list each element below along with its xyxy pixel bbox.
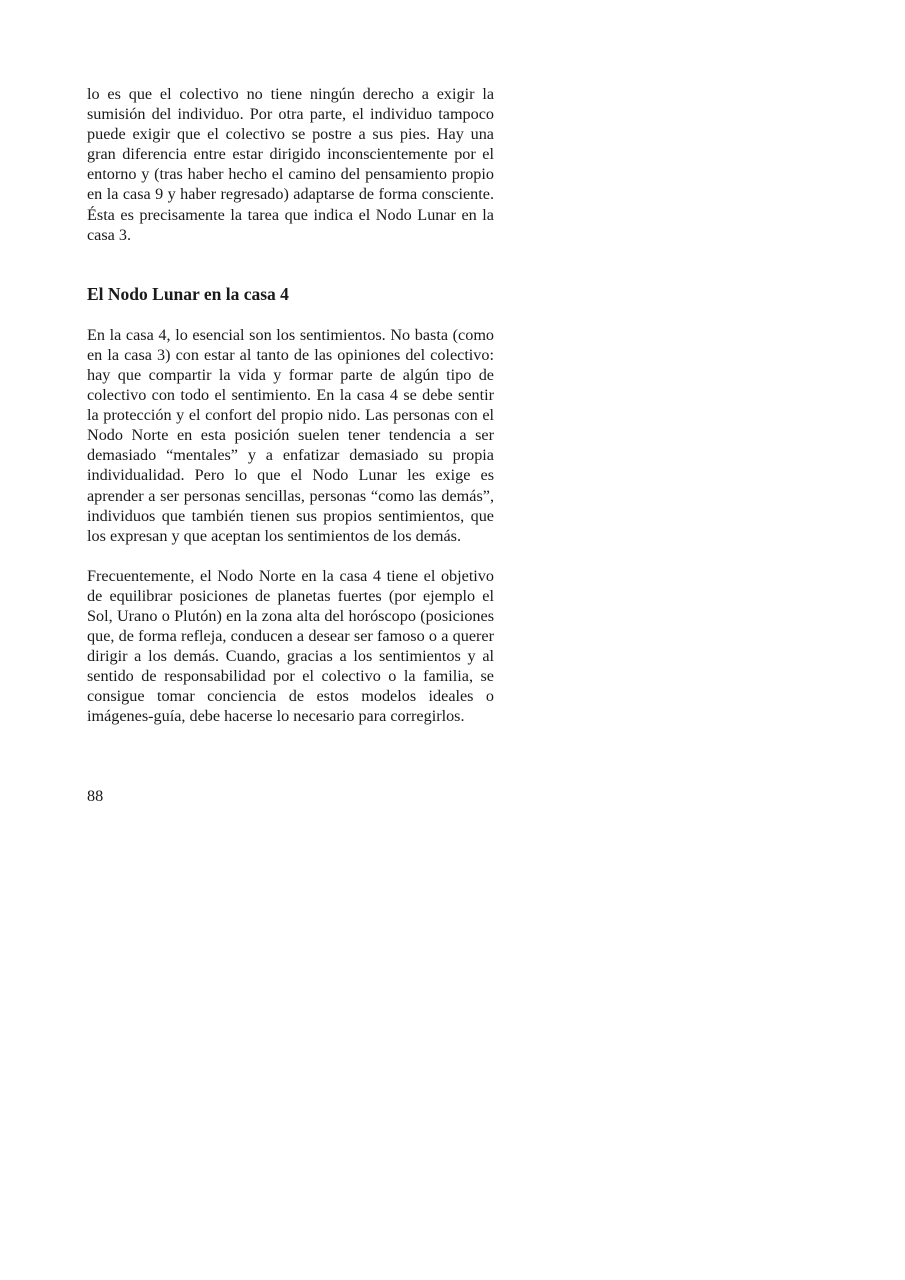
- body-paragraph: En la casa 4, lo esencial son los sentimientos. No basta (como en la casa 3) con estar al tanto de las opiniones del colectivo: hay que compartir la vida y formar parte de algún tipo de colectivo con todo el sentimiento. En la casa 4 se debe sentir la protección y el confort del propio nido. Las personas con el Nodo Norte en esta posición suelen tener tendencia a ser demasiado “mentales” y a enfatizar demasiado su propia individualidad. Pero lo que el Nodo Lunar les exige es aprender a ser personas sencillas, personas “como las demás”, individuos que también tienen sus propios sentimientos, que los expresan y que aceptan los sentimientos de los demás.: [87, 325, 494, 545]
- body-paragraph: Frecuentemente, el Nodo Norte en la casa 4 tiene el objetivo de equilibrar posiciones de planetas fuertes (por ejemplo el Sol, Urano o Plutón) en la zona alta del horóscopo (posiciones que, de forma refleja, conducen a desear ser famoso o a querer dirigir a los demás. Cuando, gracias a los sentimientos y al sentido de responsabilidad por el colectivo o la familia, se consigue tomar conciencia de estos modelos ideales o imágenes-guía, debe hacerse lo necesario para corregirlos.: [87, 566, 494, 726]
- page-text-column: [87, 84, 494, 727]
- section-heading: El Nodo Lunar en la casa 4: [87, 283, 289, 304]
- page-number: 88: [87, 787, 104, 805]
- intro-paragraph: lo es que el colectivo no tiene ningún derecho a exigir la sumisión del individuo. Por otra parte, el individuo tampoco puede exigir que el colectivo se postre a sus pies. Hay una gran diferencia entre estar dirigido inconscientemente por el entorno y (tras haber hecho el camino del pensamiento propio en la casa 9 y haber regresado) adaptarse de forma consciente. Ésta es precisamente la tarea que indica el Nodo Lunar en la casa 3.: [87, 85, 494, 244]
